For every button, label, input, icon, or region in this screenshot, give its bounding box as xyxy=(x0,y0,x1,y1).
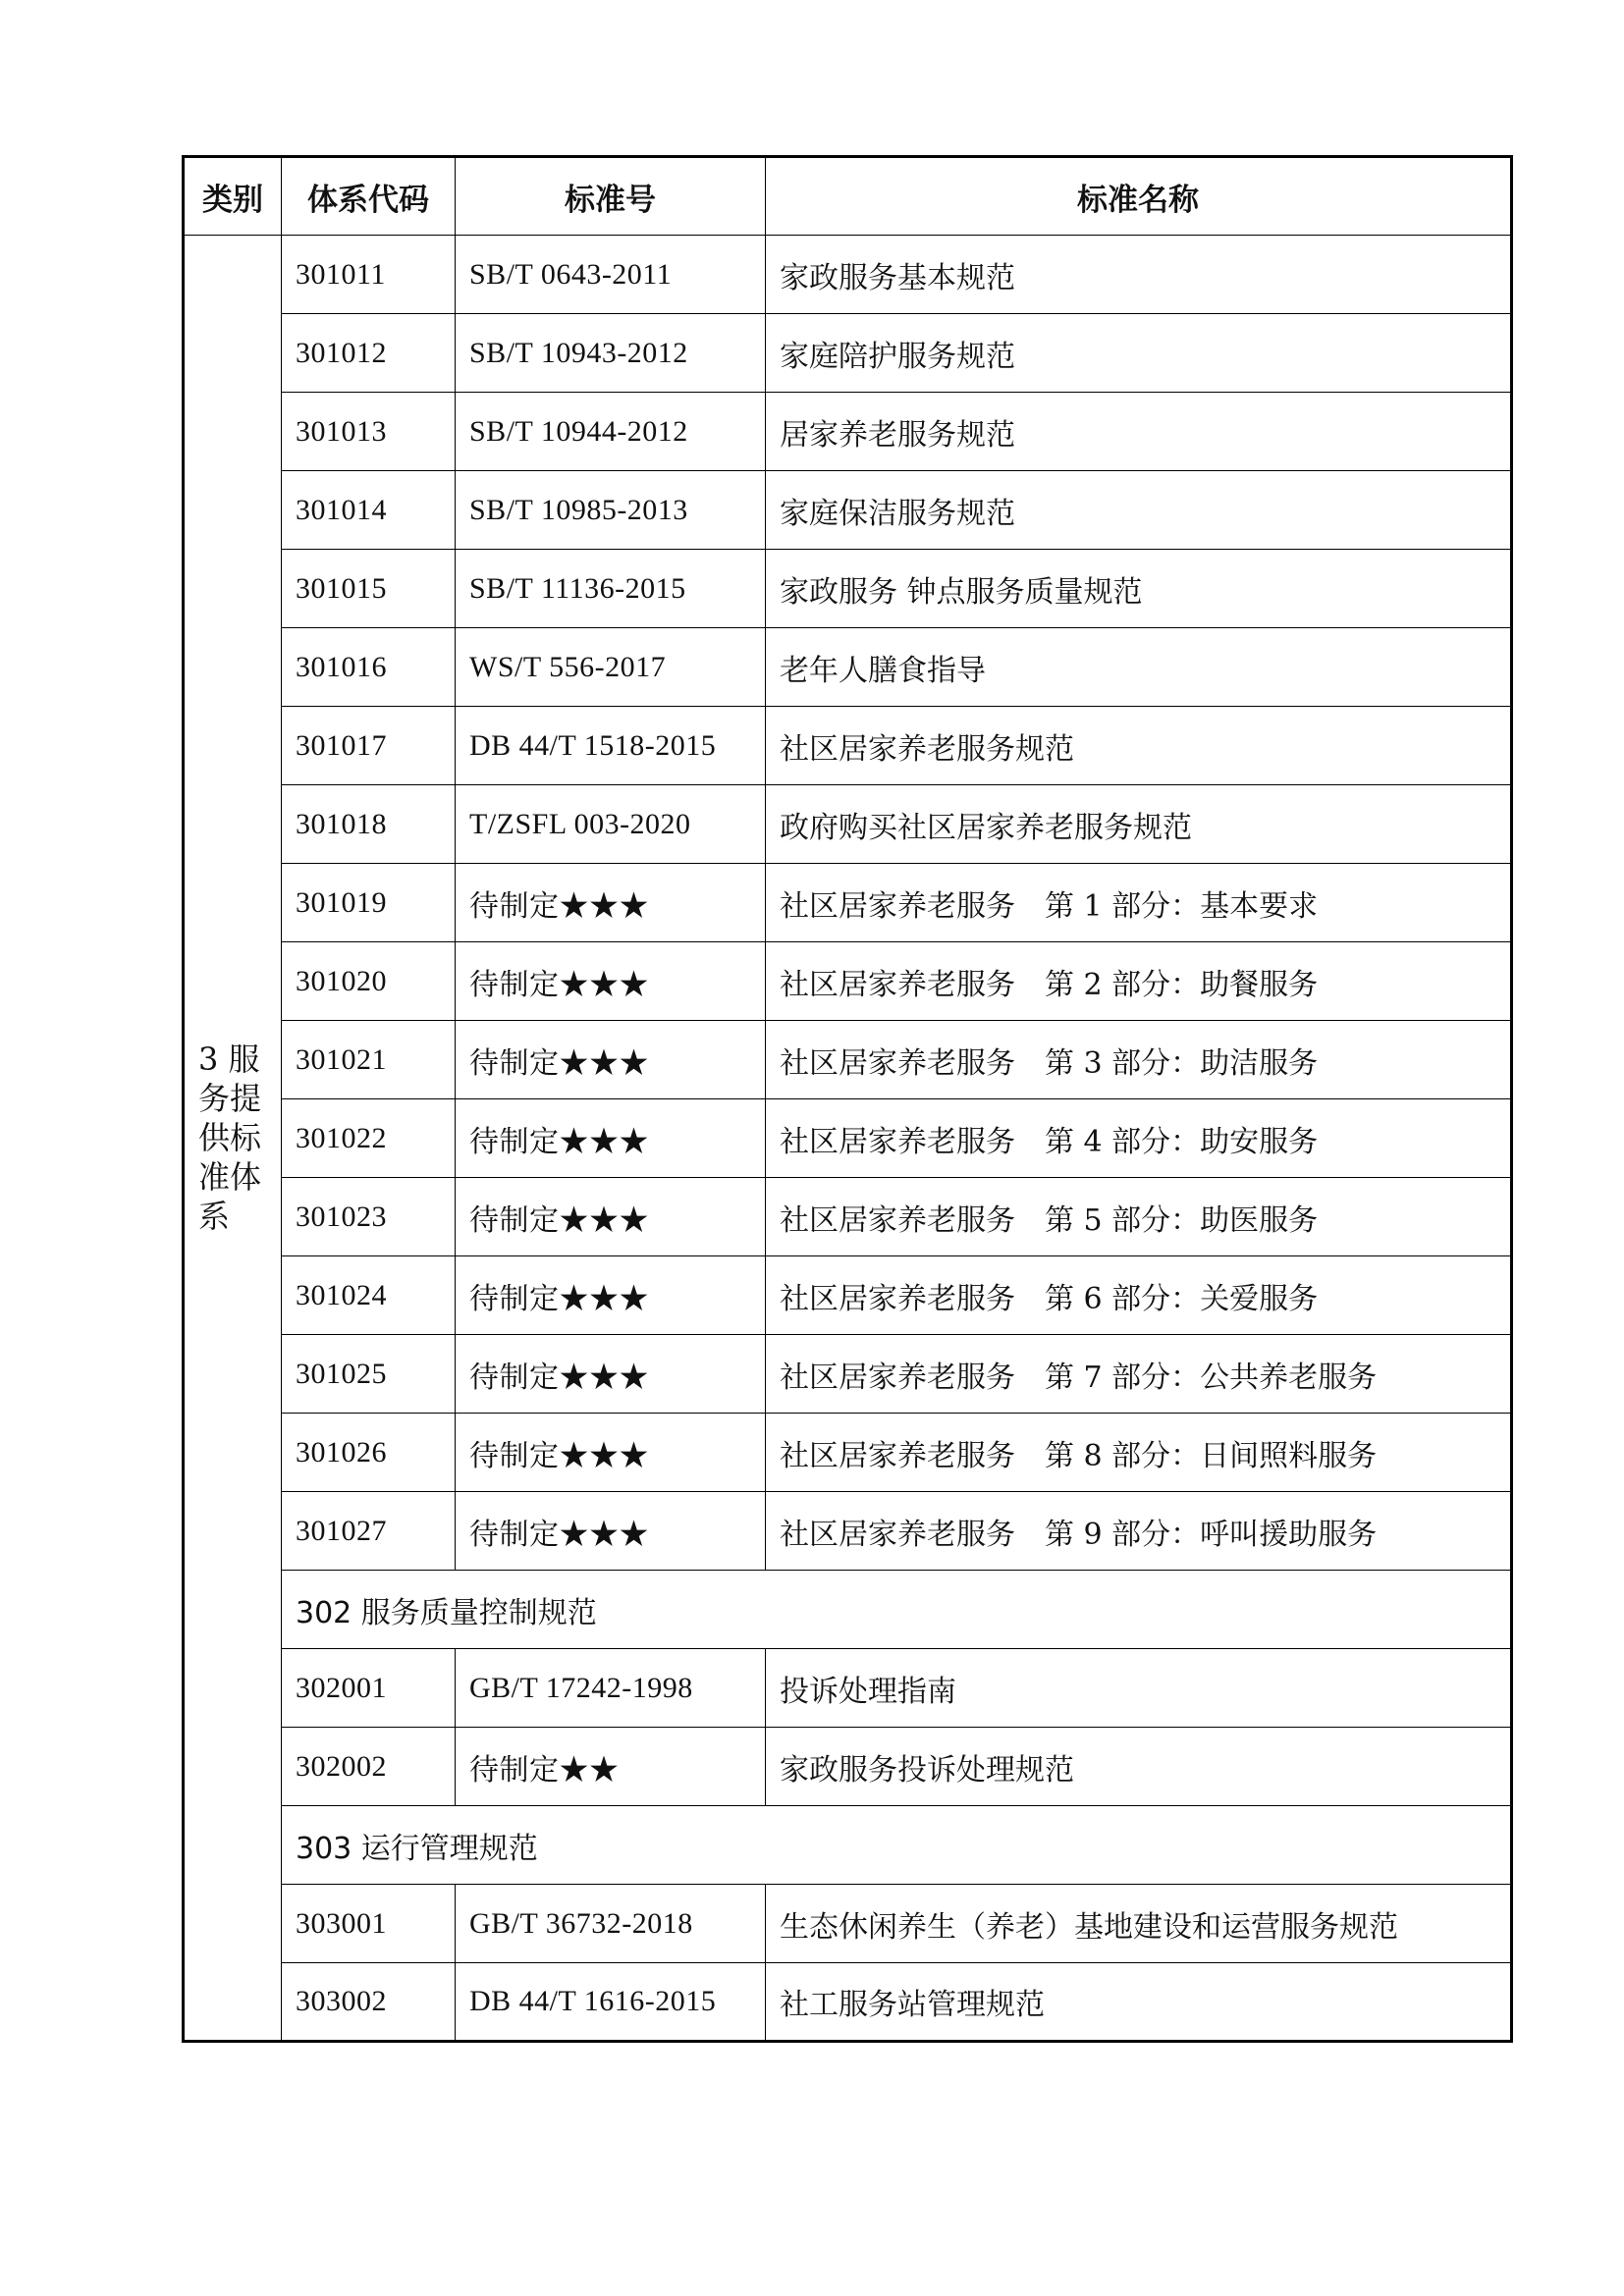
table-row xyxy=(184,1728,1512,1806)
system-code-cell: 301020 xyxy=(282,942,456,1021)
table-row xyxy=(184,1335,1512,1414)
standard-number-cell: 待制定★★★ xyxy=(456,1256,766,1335)
standard-name-cell: 家庭保洁服务规范 xyxy=(766,471,1512,550)
standard-name-cell: 老年人膳食指导 xyxy=(766,628,1512,707)
system-code-cell: 302001 xyxy=(282,1649,456,1728)
standard-name-cell: 社区居家养老服务 第 2 部分：助餐服务 xyxy=(766,942,1512,1021)
system-code-cell: 301016 xyxy=(282,628,456,707)
table-row xyxy=(184,707,1512,785)
header-system-code: 体系代码 xyxy=(282,157,456,236)
standard-number-cell: 待制定★★★ xyxy=(456,1178,766,1256)
system-code-cell: 303002 xyxy=(282,1963,456,2042)
section-row xyxy=(184,1806,1512,1885)
standard-number-cell: 待制定★★★ xyxy=(456,1021,766,1099)
standard-name-cell: 社区居家养老服务 第 4 部分：助安服务 xyxy=(766,1099,1512,1178)
header-standard-number: 标准号 xyxy=(456,157,766,236)
table-row xyxy=(184,393,1512,471)
system-code-cell: 301019 xyxy=(282,864,456,942)
standard-name-cell: 社区居家养老服务 第 9 部分：呼叫援助服务 xyxy=(766,1492,1512,1571)
standard-number-cell: 待制定★★★ xyxy=(456,1099,766,1178)
standard-name-cell: 社区居家养老服务 第 1 部分：基本要求 xyxy=(766,864,1512,942)
table-row xyxy=(184,1256,1512,1335)
table-row xyxy=(184,864,1512,942)
standards-table xyxy=(182,155,1513,2043)
system-code-cell: 301024 xyxy=(282,1256,456,1335)
standard-number-cell: 待制定★★★ xyxy=(456,1414,766,1492)
system-code-cell: 301012 xyxy=(282,314,456,393)
standard-name-cell: 家庭陪护服务规范 xyxy=(766,314,1512,393)
standard-name-cell: 居家养老服务规范 xyxy=(766,393,1512,471)
table-row xyxy=(184,1649,1512,1728)
table-body xyxy=(184,236,1512,2042)
table-row xyxy=(184,1492,1512,1571)
header-standard-name: 标准名称 xyxy=(766,157,1512,236)
table-row xyxy=(184,314,1512,393)
standard-number-cell: DB 44/T 1616-2015 xyxy=(456,1963,766,2042)
system-code-cell: 301011 xyxy=(282,236,456,314)
standard-name-cell: 家政服务 钟点服务质量规范 xyxy=(766,550,1512,628)
standard-name-cell: 社区居家养老服务规范 xyxy=(766,707,1512,785)
table-row xyxy=(184,1885,1512,1963)
system-code-cell: 301021 xyxy=(282,1021,456,1099)
standard-number-cell: SB/T 10985-2013 xyxy=(456,471,766,550)
section-title: 303 运行管理规范 xyxy=(282,1806,1512,1885)
standard-name-cell: 家政服务基本规范 xyxy=(766,236,1512,314)
header-row xyxy=(184,157,1512,236)
table-row xyxy=(184,785,1512,864)
system-code-cell: 301022 xyxy=(282,1099,456,1178)
standard-number-cell: GB/T 17242-1998 xyxy=(456,1649,766,1728)
standard-number-cell: 待制定★★ xyxy=(456,1728,766,1806)
standard-name-cell: 生态休闲养生（养老）基地建设和运营服务规范 xyxy=(766,1885,1512,1963)
standard-number-cell: DB 44/T 1518-2015 xyxy=(456,707,766,785)
standard-number-cell: 待制定★★★ xyxy=(456,942,766,1021)
system-code-cell: 303001 xyxy=(282,1885,456,1963)
standard-number-cell: 待制定★★★ xyxy=(456,1492,766,1571)
system-code-cell: 301017 xyxy=(282,707,456,785)
standard-number-cell: T/ZSFL 003-2020 xyxy=(456,785,766,864)
standard-number-cell: 待制定★★★ xyxy=(456,1335,766,1414)
table-row xyxy=(184,1414,1512,1492)
standard-number-cell: SB/T 10943-2012 xyxy=(456,314,766,393)
table-row xyxy=(184,1021,1512,1099)
table-row xyxy=(184,1099,1512,1178)
standard-name-cell: 社区居家养老服务 第 3 部分：助洁服务 xyxy=(766,1021,1512,1099)
table-row xyxy=(184,1963,1512,2042)
system-code-cell: 301026 xyxy=(282,1414,456,1492)
table-row xyxy=(184,550,1512,628)
system-code-cell: 301027 xyxy=(282,1492,456,1571)
system-code-cell: 301018 xyxy=(282,785,456,864)
standard-name-cell: 社区居家养老服务 第 5 部分：助医服务 xyxy=(766,1178,1512,1256)
standard-name-cell: 社区居家养老服务 第 8 部分：日间照料服务 xyxy=(766,1414,1512,1492)
system-code-cell: 301014 xyxy=(282,471,456,550)
standard-number-cell: 待制定★★★ xyxy=(456,864,766,942)
standard-name-cell: 投诉处理指南 xyxy=(766,1649,1512,1728)
category-cell: 3 服务提供标准体系 xyxy=(184,236,282,2042)
system-code-cell: 302002 xyxy=(282,1728,456,1806)
system-code-cell: 301023 xyxy=(282,1178,456,1256)
standard-number-cell: SB/T 10944-2012 xyxy=(456,393,766,471)
standard-name-cell: 社区居家养老服务 第 7 部分：公共养老服务 xyxy=(766,1335,1512,1414)
system-code-cell: 301025 xyxy=(282,1335,456,1414)
system-code-cell: 301013 xyxy=(282,393,456,471)
table-row xyxy=(184,236,1512,314)
standard-number-cell: WS/T 556-2017 xyxy=(456,628,766,707)
standard-name-cell: 政府购买社区居家养老服务规范 xyxy=(766,785,1512,864)
table-row xyxy=(184,471,1512,550)
header-category: 类别 xyxy=(184,157,282,236)
system-code-cell: 301015 xyxy=(282,550,456,628)
table-row xyxy=(184,942,1512,1021)
section-title: 302 服务质量控制规范 xyxy=(282,1571,1512,1649)
standard-name-cell: 社工服务站管理规范 xyxy=(766,1963,1512,2042)
table-row xyxy=(184,628,1512,707)
section-row xyxy=(184,1571,1512,1649)
standard-name-cell: 社区居家养老服务 第 6 部分：关爱服务 xyxy=(766,1256,1512,1335)
standard-number-cell: SB/T 11136-2015 xyxy=(456,550,766,628)
standard-number-cell: GB/T 36732-2018 xyxy=(456,1885,766,1963)
standard-number-cell: SB/T 0643-2011 xyxy=(456,236,766,314)
standard-name-cell: 家政服务投诉处理规范 xyxy=(766,1728,1512,1806)
table-row xyxy=(184,1178,1512,1256)
